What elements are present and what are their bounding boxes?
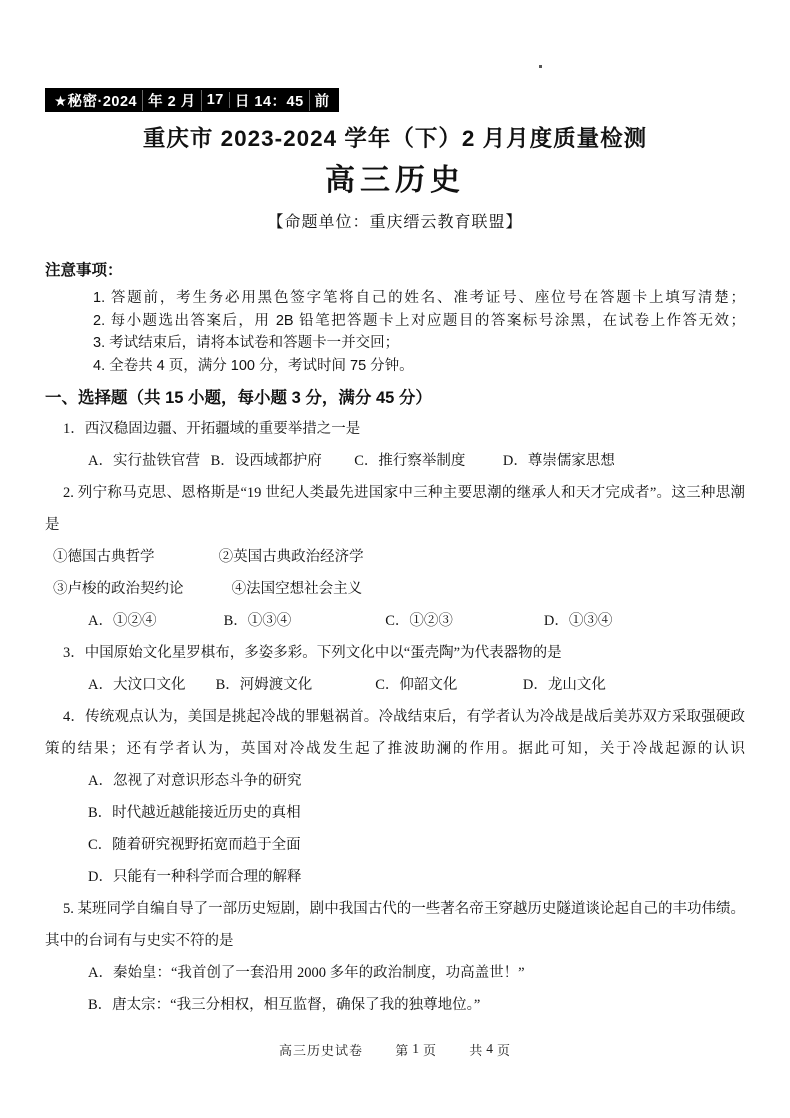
issuing-unit-line: 【命题单位：重庆缙云教育联盟】	[267, 214, 523, 231]
q2-option-b: B．①③④	[223, 613, 292, 629]
notice-item-1: 1. 答题前，考生务必用黑色签字笔将自己的姓名、准考证号、座位号在答题卡上填写清楚；	[93, 290, 745, 306]
q2-subitems-row-2	[45, 573, 745, 605]
q3-option-b: B．河姆渡文化	[215, 677, 313, 693]
notice-item-4: 4. 全卷共 4 页，满分 100 分，考试时间 75 分钟。	[93, 357, 414, 374]
footer-total-suffix: 页	[497, 1043, 512, 1058]
secrecy-badge-segment: ★秘密·2024	[49, 90, 143, 111]
q2-subitem-2: ②英国古典政治经济学	[218, 549, 364, 565]
q2-option-c: C．①②③	[385, 613, 453, 629]
q1-option-a: A．实行盐铁官营	[88, 453, 200, 469]
page-footer	[0, 1040, 790, 1059]
secrecy-badge-segment: 前	[314, 93, 330, 110]
notices-list	[45, 287, 745, 377]
exam-title: 重庆市 2023-2024 学年（下）2 月月度质量检测	[142, 126, 648, 151]
q4-option-b: B．时代越近越能接近历史的真相	[88, 805, 301, 821]
q4-stem-line-1: 4．传统观点认为，美国是挑起冷战的罪魁祸首。冷战结束后，有学者认为冷战是战后美苏双方采取强硬政	[63, 709, 745, 725]
q4-option-a: A．忽视了对意识形态斗争的研究	[88, 773, 302, 789]
q2-subitems-row-1	[45, 541, 745, 573]
footer-doc-name: 高三历史试卷	[278, 1043, 363, 1058]
subject-title: 高三历史	[325, 164, 465, 197]
footer-page-prefix: 第	[395, 1043, 410, 1058]
q1-option-b: B．设西域都护府	[210, 453, 322, 469]
notice-item-3: 3. 考试结束后，请将本试卷和答题卡一并交回；	[93, 335, 400, 351]
q2-option-a: A．①②④	[88, 613, 157, 629]
q1-option-c: C．推行察举制度	[354, 453, 466, 469]
q4-option-d: D．只能有一种科学而合理的解释	[88, 869, 302, 885]
q2-option-d: D．①③④	[543, 613, 613, 629]
footer-page-number: 1	[412, 1041, 420, 1056]
q1-stem: 1．西汉稳固边疆、开拓疆域的重要举措之一是	[63, 421, 361, 437]
notices-heading: 注意事项：	[45, 262, 123, 279]
footer-total-prefix: 共	[469, 1043, 484, 1058]
notice-item-2: 2. 每小题选出答案后，用 2B 铅笔把答题卡上对应题目的答案标号涂黑，在试卷上作答无效；	[93, 312, 745, 329]
q5-option-a: A．秦始皇：“我首创了一套沿用 2000 多年的政治制度，功高盖世！”	[88, 965, 525, 981]
q5-stem-line-2: 其中的台词有与史实不符的是	[45, 933, 234, 949]
q2-stem-line-2: 是	[45, 517, 60, 533]
q2-stem-line-1: 2. 列宁称马克思、恩格斯是“19 世纪人类最先进国家中三种主要思潮的继承人和天才完成者”。这三种思潮	[63, 485, 745, 501]
q5-stem-line-1: 5. 某班同学自编自导了一部历史短剧，剧中我国古代的一些著名帝王穿越历史隧道谈论起自己的丰功伟绩。	[63, 901, 745, 917]
footer-total-number: 4	[486, 1041, 495, 1056]
secrecy-badge-segment: 日 14：45	[230, 90, 310, 111]
q3-option-a: A．大汶口文化	[88, 677, 186, 693]
q2-options	[45, 605, 745, 637]
questions-area	[45, 413, 745, 1021]
secrecy-badge	[45, 88, 339, 112]
q2-subitem-4: ④法国空想社会主义	[231, 581, 363, 597]
q1-option-d: D．尊崇儒家思想	[502, 453, 615, 469]
secrecy-badge-segment: 年 2 月	[143, 90, 202, 111]
q1-options	[45, 445, 745, 477]
scan-artifact-dot	[539, 65, 542, 68]
q4-stem-line-2: 策的结果；还有学者认为，英国对冷战发生起了推波助澜的作用。据此可知，关于冷战起源的认识	[45, 741, 745, 757]
footer-page-indicator	[395, 1043, 437, 1058]
q5-option-b: B．唐太宗：“我三分相权，相互监督，确保了我的独尊地位。”	[88, 997, 481, 1013]
q3-option-d: D．龙山文化	[522, 677, 606, 693]
q3-option-c: C．仰韶文化	[375, 677, 458, 693]
footer-page-suffix: 页	[422, 1043, 437, 1058]
q2-subitem-1: ①德国古典哲学	[53, 549, 155, 565]
footer-total-indicator	[469, 1043, 511, 1058]
q2-subitem-3: ③卢梭的政治契约论	[53, 581, 184, 597]
section-heading: 一、选择题（共 15 小题，每小题 3 分，满分 45 分）	[45, 389, 432, 407]
q3-options	[45, 669, 745, 701]
q3-stem: 3．中国原始文化星罗棋布，多姿多彩。下列文化中以“蛋壳陶”为代表器物的是	[63, 645, 562, 661]
secrecy-badge-segment: 17	[202, 92, 230, 108]
q4-option-c: C．随着研究视野拓宽而趋于全面	[88, 837, 301, 853]
